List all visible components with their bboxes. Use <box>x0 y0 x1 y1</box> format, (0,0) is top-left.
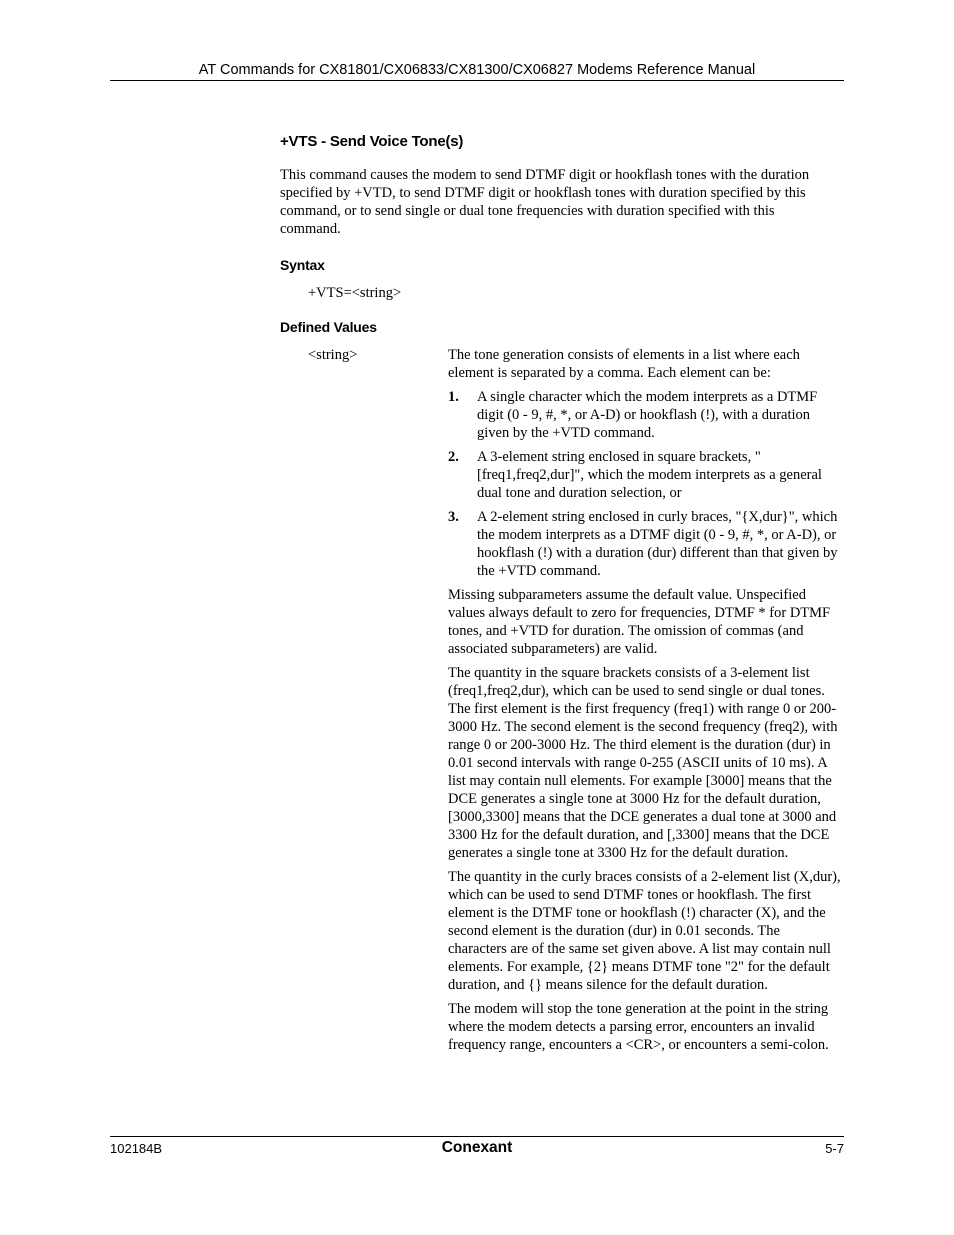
parameter-name: <string> <box>308 347 358 363</box>
list-item-number: 1. <box>448 389 459 405</box>
description-lead: The tone generation consists of elements in a list where each element is separated by a comma. Each element can be: <box>448 347 800 381</box>
section-title: +VTS - Send Voice Tone(s) <box>280 133 464 150</box>
list-item <box>448 508 842 580</box>
paragraph-defaults: Missing subparameters assume the default value. Unspecified values always default to zero for frequencies, DTMF * for DTMF tones, and +VTD for duration. The omission of commas (and associated subparameters) are valid. <box>448 587 831 657</box>
list-item-text: A single character which the modem interprets as a DTMF digit (0 - 9, #, *, or A-D) or hookflash (!), with a duration given by the +VTD command. <box>477 389 818 441</box>
paragraph-square-brackets: The quantity in the square brackets consists of a 3-element list (freq1,freq2,dur), which can be used to send single or dual tones. The first element is the first frequency (freq1) with range 0 or 200-3000 Hz. The second element is the second frequency (freq2), with range 0 or 200-3000 Hz. The third element is the duration (dur) in 0.01 second intervals with range 0-255 (ASCII units of 10 ms). A list may contain null elements. For example [3000] means that the DCE generates a single tone at 3000 Hz for the default duration, [3000,3300] means that the DCE generates a dual tone at 3000 and 3300 Hz for the default duration, and [,3300] means that the DCE generates a single tone at 3300 Hz for the default duration. <box>448 665 838 861</box>
running-header: AT Commands for CX81801/CX06833/CX81300/CX06827 Modems Reference Manual <box>198 62 756 78</box>
footer-company: Conexant <box>441 1139 513 1156</box>
defined-values-heading: Defined Values <box>280 319 377 335</box>
list-item-number: 2. <box>448 449 459 465</box>
syntax-command: +VTS=<string> <box>308 285 402 301</box>
list-item-number: 3. <box>448 509 459 525</box>
footer-doc-number: 102184B <box>110 1141 163 1156</box>
syntax-heading: Syntax <box>280 257 325 273</box>
footer-page-number: 5-7 <box>825 1141 844 1156</box>
footer-divider <box>110 1136 844 1137</box>
list-item <box>448 388 842 442</box>
paragraph-curly-braces: The quantity in the curly braces consists of a 2-element list (X,dur), which can be used to send DTMF tones or hookflash. The first element is the DTMF tone or hookflash (!) character (X), and the second element is the duration (dur) in 0.01 seconds. The characters are of the same set given above. A list may contain null elements. For example, {2} means DTMF tone "2" for the default duration, and {} means silence for the default duration. <box>448 869 841 993</box>
list-item-text: A 2-element string enclosed in curly braces, "{X,dur}", which the modem interprets as a DTMF digit (0 - 9, #, *, or A-D), or hookflash (!) with a duration (dur) different than that given by the +VTD command. <box>477 509 838 579</box>
header-divider <box>110 80 844 81</box>
element-list <box>448 388 842 580</box>
list-item-text: A 3-element string enclosed in square brackets, "[freq1,freq2,dur]", which the modem interprets as a general dual tone and duration selection, or <box>477 449 822 501</box>
paragraph-stop-conditions: The modem will stop the tone generation at the point in the string where the modem detects a parsing error, encounters an invalid frequency range, encounters a <CR>, or encounters a semi-colon. <box>448 1001 829 1053</box>
parameter-description <box>448 346 842 1060</box>
list-item <box>448 448 842 502</box>
section-intro: This command causes the modem to send DTMF digit or hookflash tones with the duration specified by +VTD, to send DTMF digit or hookflash tones with duration specified by this command, or to send single or dual tone frequencies with duration specified with this command. <box>280 167 810 237</box>
